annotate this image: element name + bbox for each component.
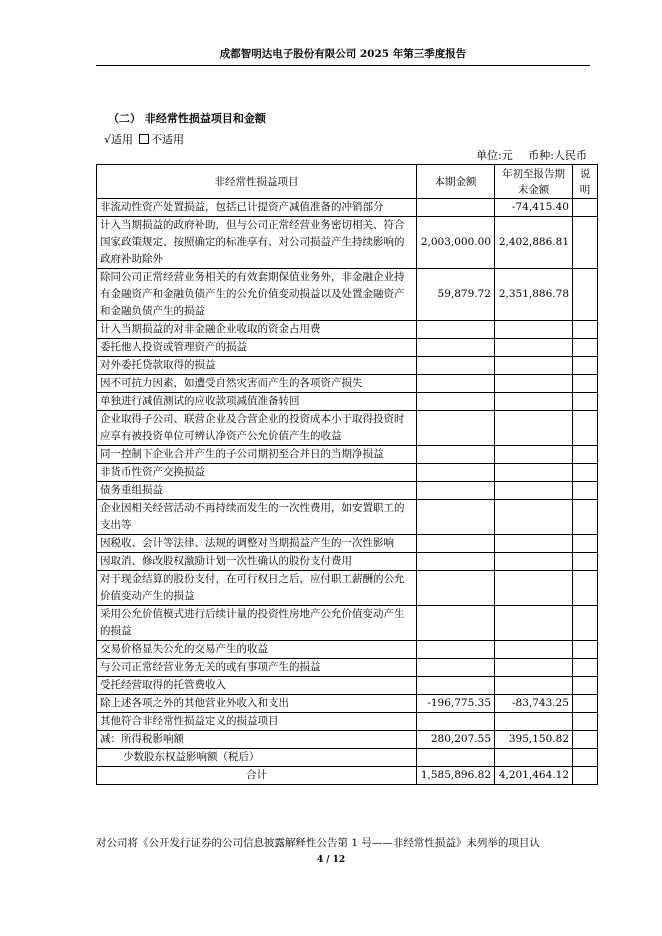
row-current-amount [417, 641, 495, 659]
row-note [573, 199, 598, 217]
row-note [573, 269, 598, 321]
row-item-cell: 债务重组损益 [97, 482, 417, 500]
row-item-cell: 其他符合非经常性损益定义的损益项目 [97, 713, 417, 731]
page-header: 成都智明达电子股份有限公司 2025 年第三季度报告 [96, 46, 590, 66]
row-ytd-amount [495, 446, 573, 464]
row-note [573, 411, 598, 446]
row-item-cell: 采用公允价值模式进行后续计量的投资性房地产公允价值变动产生的损益 [97, 606, 417, 641]
row-current-amount [417, 749, 495, 767]
page-number: 4 / 12 [316, 855, 346, 865]
applicability-options [104, 131, 184, 147]
row-item-cell: 非货币性资产交换损益 [97, 464, 417, 482]
row-note [573, 321, 598, 339]
row-ytd-amount [495, 535, 573, 553]
row-ytd-amount: -83,743.25 [495, 695, 573, 713]
not-applicable-label: 不适用 [151, 133, 185, 146]
row-current-amount: 2,003,000.00 [417, 217, 495, 269]
header-year-to-date: 年初至报告期末金额 [495, 165, 573, 199]
table-row [97, 217, 598, 269]
row-note [573, 375, 598, 393]
row-item-cell: 受托经营取得的托管费收入 [97, 677, 417, 695]
row-note [573, 731, 598, 749]
row-ytd-amount [495, 375, 573, 393]
row-ytd-amount: 395,150.82 [495, 731, 573, 749]
row-item-cell: 与公司正常经营业务无关的或有事项产生的损益 [97, 659, 417, 677]
header-note: 说明 [573, 165, 598, 199]
table-row [97, 677, 598, 695]
row-item-cell: 非流动性资产处置损益，包括已计提资产减值准备的冲销部分 [97, 199, 417, 217]
table-body [97, 199, 598, 785]
row-current-amount [417, 606, 495, 641]
row-current-amount [417, 553, 495, 571]
row-current-amount: 59,879.72 [417, 269, 495, 321]
row-note [573, 482, 598, 500]
row-note [573, 606, 598, 641]
applicable-check-mark: √ [104, 133, 112, 146]
unit-label: 单位:元 [476, 149, 513, 162]
table-row [97, 767, 598, 785]
row-current-amount [417, 199, 495, 217]
row-note [573, 446, 598, 464]
row-ytd-amount: 2,351,886.78 [495, 269, 573, 321]
non-recurring-items-table [96, 164, 598, 785]
row-item-cell: 交易价格显失公允的交易产生的收益 [97, 641, 417, 659]
row-item-cell: 因不可抗力因素，如遭受自然灾害而产生的各项资产损失 [97, 375, 417, 393]
row-current-amount [417, 446, 495, 464]
row-note [573, 713, 598, 731]
row-ytd-amount [495, 677, 573, 695]
row-current-amount [417, 571, 495, 606]
row-note [573, 217, 598, 269]
row-current-amount [417, 713, 495, 731]
table-row [97, 464, 598, 482]
table-row [97, 411, 598, 446]
row-note [573, 535, 598, 553]
table-row [97, 375, 598, 393]
row-item-cell: 减：所得税影响额 [97, 731, 417, 749]
row-current-amount [417, 321, 495, 339]
row-current-amount [417, 339, 495, 357]
table-row [97, 482, 598, 500]
row-current-amount [417, 375, 495, 393]
row-item-cell: 委托他人投资或管理资产的损益 [97, 339, 417, 357]
row-item-cell: 除同公司正常经营业务相关的有效套期保值业务外，非金融企业持有金融资产和金融负债产生的公允价值变动损益以及处置金融资产和金融负债产生的损益 [97, 269, 417, 321]
row-ytd-amount [495, 571, 573, 606]
header-item: 非经常性损益项目 [97, 165, 417, 199]
footer-note: 对公司将《公开发行证券的公司信息披露解释性公告第 1 号——非经常性损益》未列举的项目认 [96, 837, 540, 849]
table-row [97, 606, 598, 641]
row-current-amount [417, 535, 495, 553]
row-note [573, 464, 598, 482]
row-item-cell: 同一控制下企业合并产生的子公司期初至合并日的当期净损益 [97, 446, 417, 464]
row-ytd-amount [495, 482, 573, 500]
row-ytd-amount [495, 641, 573, 659]
section-title: （二） 非经常性损益项目和金额 [108, 112, 266, 125]
table-row [97, 321, 598, 339]
row-current-amount [417, 393, 495, 411]
table-row [97, 731, 598, 749]
row-ytd-amount [495, 659, 573, 677]
row-ytd-amount [495, 393, 573, 411]
row-ytd-amount [495, 464, 573, 482]
row-current-amount: 280,207.55 [417, 731, 495, 749]
row-note [573, 767, 598, 785]
table-row [97, 446, 598, 464]
row-current-amount: -196,775.35 [417, 695, 495, 713]
row-current-amount [417, 482, 495, 500]
row-ytd-amount [495, 713, 573, 731]
row-current-amount: 1,585,896.82 [417, 767, 495, 785]
table-row [97, 695, 598, 713]
table-header-row [97, 165, 598, 199]
header-current-period: 本期金额 [417, 165, 495, 199]
row-ytd-amount [495, 321, 573, 339]
row-current-amount [417, 464, 495, 482]
row-current-amount [417, 659, 495, 677]
row-ytd-amount [495, 606, 573, 641]
row-note [573, 500, 598, 535]
row-item-cell: 对于现金结算的股份支付，在可行权日之后，应付职工薪酬的公允价值变动产生的损益 [97, 571, 417, 606]
row-note [573, 641, 598, 659]
row-ytd-amount: -74,415.40 [495, 199, 573, 217]
row-item-cell: 少数股东权益影响额（税后） [97, 749, 417, 767]
table-row [97, 339, 598, 357]
row-item-cell: 计入当期损益的对非金融企业收取的资金占用费 [97, 321, 417, 339]
row-note [573, 357, 598, 375]
table-row [97, 357, 598, 375]
row-ytd-amount [495, 553, 573, 571]
row-item-cell: 计入当期损益的政府补助，但与公司正常经营业务密切相关、符合国家政策规定、按照确定的标准享有、对公司损益产生持续影响的政府补助除外 [97, 217, 417, 269]
row-note [573, 571, 598, 606]
currency-label: 币种:人民币 [528, 149, 587, 162]
table-row [97, 500, 598, 535]
row-ytd-amount: 2,402,886.81 [495, 217, 573, 269]
row-item-cell: 除上述各项之外的其他营业外收入和支出 [97, 695, 417, 713]
row-item-cell: 企业因相关经营活动不再持续而发生的一次性费用，如安置职工的支出等 [97, 500, 417, 535]
row-current-amount [417, 500, 495, 535]
row-note [573, 339, 598, 357]
row-ytd-amount [495, 357, 573, 375]
row-note [573, 695, 598, 713]
table-row [97, 571, 598, 606]
row-note [573, 393, 598, 411]
row-ytd-amount [495, 411, 573, 446]
row-current-amount [417, 677, 495, 695]
row-item-cell: 企业取得子公司、联营企业及合营企业的投资成本小于取得投资时应享有被投资单位可辨认净资产公允价值产生的收益 [97, 411, 417, 446]
table-row [97, 199, 598, 217]
empty-checkbox-icon [139, 134, 149, 144]
table-row [97, 641, 598, 659]
row-note [573, 553, 598, 571]
table-row [97, 535, 598, 553]
table-row [97, 659, 598, 677]
row-ytd-amount [495, 749, 573, 767]
applicable-label: 适用 [111, 133, 134, 146]
row-note [573, 659, 598, 677]
row-item-cell: 合计 [97, 767, 417, 785]
row-item-cell: 因税收、会计等法律、法规的调整对当期损益产生的一次性影响 [97, 535, 417, 553]
table-row [97, 749, 598, 767]
row-current-amount [417, 411, 495, 446]
row-item-cell: 因取消、修改股权激励计划一次性确认的股份支付费用 [97, 553, 417, 571]
table-row [97, 713, 598, 731]
table-row [97, 393, 598, 411]
row-note [573, 677, 598, 695]
row-item-cell: 单独进行减值测试的应收款项减值准备转回 [97, 393, 417, 411]
row-note [573, 749, 598, 767]
row-ytd-amount [495, 339, 573, 357]
row-item-cell: 对外委托贷款取得的损益 [97, 357, 417, 375]
row-current-amount [417, 357, 495, 375]
unit-line [476, 147, 587, 163]
row-ytd-amount: 4,201,464.12 [495, 767, 573, 785]
row-ytd-amount [495, 500, 573, 535]
table-row [97, 553, 598, 571]
table-row [97, 269, 598, 321]
